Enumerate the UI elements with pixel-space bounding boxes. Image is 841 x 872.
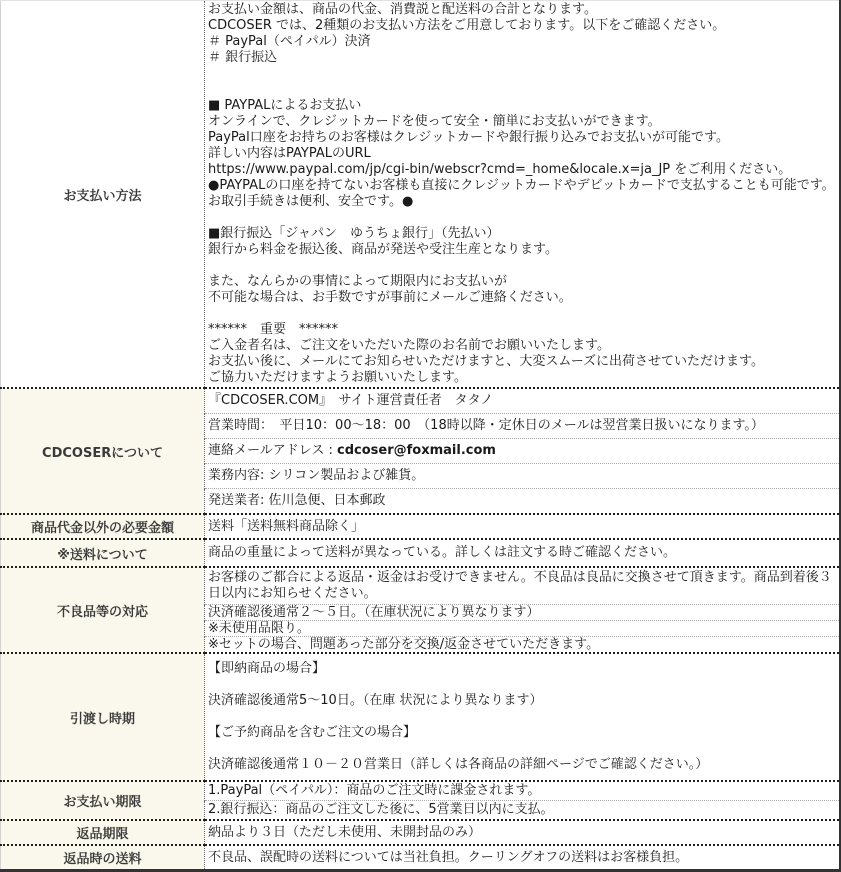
contact-line [208,443,837,459]
text-line: 送料「送料無料商品除く」 [208,518,365,534]
return-period-content [205,820,841,845]
text-line: 営業時間： 平日10：00～18：00 （18時以降・定休日のメールは翌営業日扱いになります。） [208,418,764,433]
payment-method-label: お支払い方法 [1,1,205,389]
return-shipping-content [205,845,841,871]
about-business-type [205,464,841,489]
extra-fees-label: 商品代金以外の必要金額 [1,514,205,539]
row-payment-method [1,1,841,389]
text-line: ■銀行振込「ジャパン ゆうちょ銀行」（先払い） [208,226,500,241]
text-line: また、なんらかの事情によって期限内にお支払いが [208,274,508,289]
blank-line [208,82,837,98]
text-line: 決済確認後通常１０－２０営業日（詳しくは各商品の詳細ページでご確認ください。） [208,757,709,772]
delivery-time-content [205,653,841,781]
contact-prefix: 連絡メールアドレス : [208,443,337,458]
text-line: お支払い金額は、商品の代金、消費説と配送料の合計となります。 [208,2,597,17]
defects-label: 不良品等の対応 [1,567,205,653]
about-label: CDCOSERについて [1,388,205,514]
about-site-owner [205,388,841,414]
row-delivery-time [1,653,841,781]
text-line: ご入金者名は、ご注文をいただいた際のお名前でお願いいたします。 [208,338,610,353]
blank-line [208,258,837,274]
payment-method-content [205,1,841,389]
return-shipping-label: 返品時の送料 [1,845,205,871]
extra-fees-content [205,514,841,539]
shipping-note-label: ※送料について [1,539,205,567]
return-period-label: 返品期限 [1,820,205,845]
text-line: お客様のご都合による返品・返金はお受けできません。不良品は良品に交換させて頂きます。商品到着後３日以内にお知らせください。 [208,570,832,601]
text-line: 決済確認後通常5～10日。（在庫 状況により異なります） [208,693,543,708]
text-line: 決済確認後通常２～５日。（在庫状況により異なります） [208,605,540,620]
deadline-bank [205,801,841,821]
text-line: 不良品、誤配時の送料については当社負担。クーリングオフの送料はお客様負担。 [208,849,689,865]
contact-email: cdcoser@foxmail.com [337,443,496,458]
text-line: 1.PayPal（ペイパル）：商品のご注文時に課金されます。 [208,783,541,798]
text-line: ■ PAYPALによるお支払い [208,98,362,113]
text-line: 【即納商品の場合】 [208,661,326,676]
text-line: ※未使用品限り。 [208,621,310,636]
text-line: 納品より３日（ただし未使用、未開封品のみ） [208,824,482,840]
text-line: 不可能な場合は、お手数ですが事前にメールご連絡ください。 [208,290,572,305]
important-heading: ****** 重要 ****** [208,322,339,337]
text-line: 詳しい内容はPAYPALのURL [208,146,371,161]
about-shipping-carriers [205,489,841,515]
blank-line [208,709,837,725]
payment-deadline-label: お支払い期限 [1,781,205,820]
text-line: 2.銀行振込：商品のご注文した後に、5営業日以内に支払。 [208,802,554,817]
deadline-paypal [205,781,841,801]
delivery-time-label: 引渡し時期 [1,653,205,781]
row-about [1,388,841,414]
text-line: お支払い後に、メールにてお知らせいただけますと、大変スムーズに出荷させていただけます。 [208,354,765,369]
text-line: CDCOSER では、2種類のお支払い方法をご用意しております。以下をご確認ください。 [208,18,726,33]
blank-line [208,306,837,322]
blank-line [208,210,837,226]
text-line: ●PAYPALの口座を持てないお客様も直接にクレジットカードやデビットカードで支払することも可能です。 [208,178,835,193]
text-line: ご協力いただけますようお願いいたします。 [208,370,467,385]
row-extra-fees [1,514,841,539]
shipping-note-content [205,539,841,567]
blank-line [208,677,837,693]
about-contact [205,439,841,464]
text-line: お取引手続きは便利、安全です。● [208,194,414,209]
text-line: 業務内容: シリコン製品および雑貨。 [208,468,425,483]
text-line: PayPal口座をお持ちのお客様はクレジットカードや銀行振り込みでお支払いが可能です。 [208,130,729,145]
text-line: 『CDCOSER.COM』 サイト運営責任者 タタノ [208,393,494,408]
defects-policy [205,567,841,605]
row-defects [1,567,841,605]
text-line: ※セットの場合、問題あった部分を交換/返金させていただきます。 [208,637,600,652]
text-line: ＃ PayPal（ペイパル）決済 [208,34,371,49]
row-return-shipping [1,845,841,871]
paypal-url-text: https://www.paypal.com/jp/cgi-bin/webscr?cmd=_home&locale.x=ja_JP をご利用ください。 [208,162,792,177]
about-business-hours [205,414,841,439]
text-line: 商品の重量によって送料が異なっている。詳しくは註文する時ご確認ください。 [208,545,677,560]
defects-unused-note [205,621,841,637]
text-line: ＃ 銀行振込 [208,50,278,65]
text-line: 【ご予約商品を含むご注文の場合】 [208,725,417,740]
text-line: 銀行から料金を振込後、商品が発送や受注生産となります。 [208,242,558,257]
blank-line [208,66,837,82]
row-return-period [1,820,841,845]
row-shipping-note [1,539,841,567]
defects-timing [205,605,841,621]
blank-line [208,741,837,757]
text-line: オンラインで、クレジットカードを使って安全・簡単にお支払いができます。 [208,114,661,129]
defects-set-note [205,637,841,654]
row-payment-deadline [1,781,841,801]
text-line: 発送業者: 佐川急便、日本郵政 [208,493,386,508]
